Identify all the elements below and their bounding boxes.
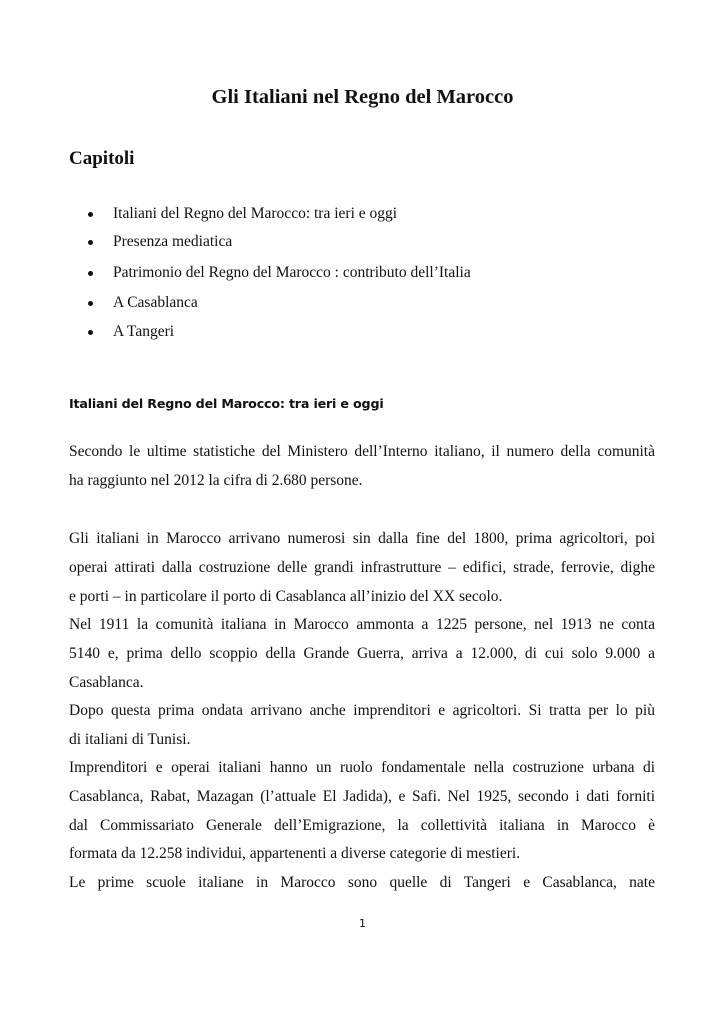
text-line: Casablanca, Rabat, Mazagan (l’attuale El Jadida), e Safi. Nel 1925, secondo i dati forniti <box>69 788 655 805</box>
chapter-label: A Casablanca <box>113 294 198 311</box>
chapter-label: Italiani del Regno del Marocco: tra ieri e oggi <box>113 205 398 222</box>
text-line: di italiani di Tunisi. <box>69 731 191 748</box>
text-line: Nel 1911 la comunità italiana in Marocco ammonta a 1225 persone, nel 1913 ne conta <box>69 616 655 633</box>
text-line: 5140 e, prima dello scoppio della Grande Guerra, arriva a 12.000, di cui solo 9.000 a <box>69 645 655 662</box>
text-line: formata da 12.258 individui, appartenenti a diverse categorie di mestieri. <box>69 845 521 862</box>
text-line: ha raggiunto nel 2012 la cifra di 2.680 persone. <box>69 472 363 489</box>
chapter-label: Patrimonio del Regno del Marocco : contributo dell’Italia <box>113 264 471 281</box>
bullet-icon <box>88 301 93 306</box>
text-line: dal Commissariato Generale dell’Emigrazione, la collettività italiana in Marocco è <box>69 817 655 834</box>
document-title: Gli Italiani nel Regno del Marocco <box>211 86 514 108</box>
text-line: Secondo le ultime statistiche del Ministero dell’Interno italiano, il numero della comunità <box>69 443 655 460</box>
chapter-label: A Tangeri <box>113 323 175 340</box>
text-line: e porti – in particolare il porto di Casablanca all’inizio del XX secolo. <box>69 588 503 605</box>
text-line: operai attirati dalla costruzione delle grandi infrastrutture – edifici, strade, ferrovie, dighe <box>69 559 655 576</box>
text-line: Dopo questa prima ondata arrivano anche imprenditori e agricoltori. Si tratta per lo più <box>69 702 655 719</box>
bullet-icon <box>88 240 93 245</box>
bullet-icon <box>88 212 93 217</box>
text-line: Gli italiani in Marocco arrivano numerosi sin dalla fine del 1800, prima agricoltori, poi <box>69 530 655 547</box>
bullet-icon <box>88 271 93 276</box>
bullet-icon <box>88 330 93 335</box>
text-line: Casablanca. <box>69 674 144 691</box>
section-heading: Italiani del Regno del Marocco: tra ieri e oggi <box>69 396 384 411</box>
chapters-heading: Capitoli <box>69 148 135 169</box>
chapter-label: Presenza mediatica <box>113 233 233 250</box>
page-number: 1 <box>359 917 366 930</box>
text-line: Le prime scuole italiane in Marocco sono quelle di Tangeri e Casablanca, nate <box>69 874 655 891</box>
text-line: Imprenditori e operai italiani hanno un ruolo fondamentale nella costruzione urbana di <box>69 759 655 776</box>
